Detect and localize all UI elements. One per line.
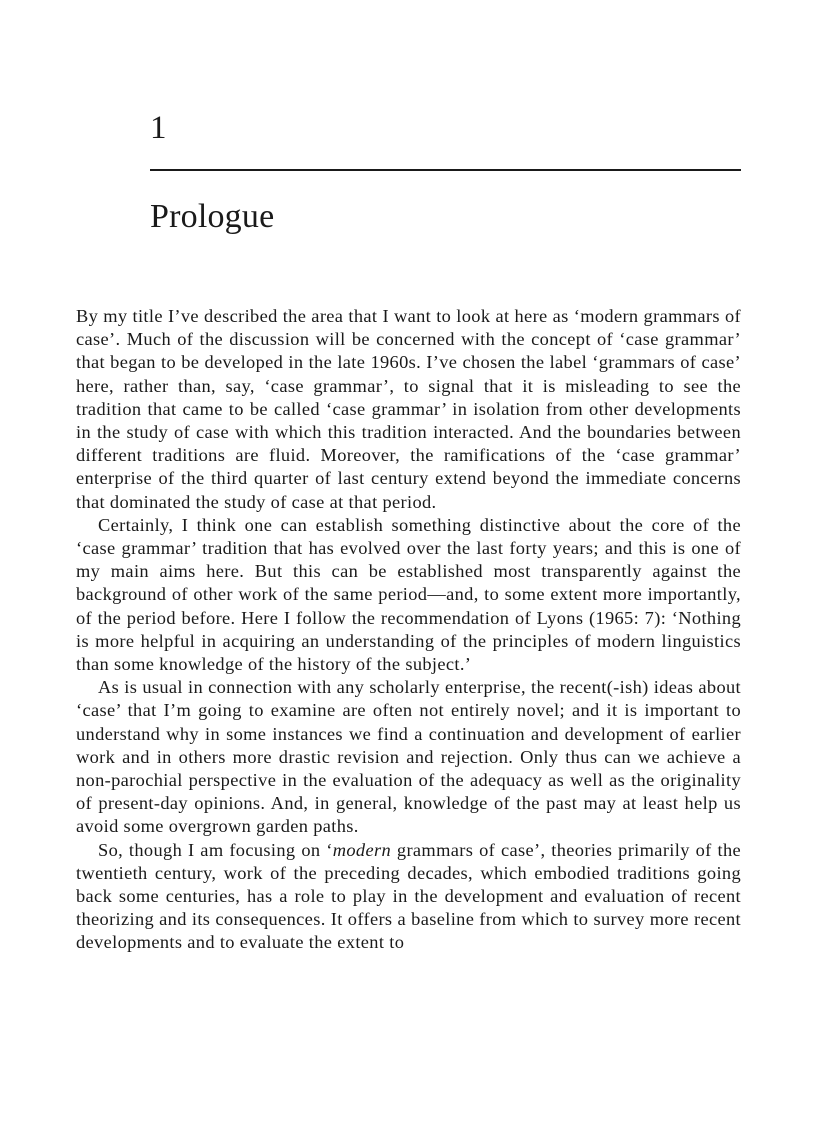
paragraph-1: By my title I’ve described the area that I want to look at here as ‘modern grammars of case’. Much of the discussion will be concerned with the concept of ‘case grammar’ that began to be developed in the late 1960s. I’ve chosen the label ‘grammars of case’ here, rather than, say, ‘case grammar’, to signal that it is misleading to see the tradition that came to be called ‘case grammar’ in isolation from other developments in the study of case with which this tradition interacted. And the boundaries between different traditions are fluid. Moreover, the ramifications of the ‘case grammar’ enterprise of the third quarter of last century extend beyond the immediate concerns that dominated the study of case at that period.: [76, 306, 741, 512]
paragraph-2: Certainly, I think one can establish something distinctive about the core of the ‘case grammar’ tradition that has evolved over the last forty years; and this is one of my main aims here. But this can be established most transparently against the background of other work of the same period—and, to some extent more importantly, of the period before. Here I follow the recommendation of Lyons (1965: 7): ‘Nothing is more helpful in acquiring an understanding of the principles of modern linguistics than some knowledge of the history of the subject.’: [76, 514, 741, 675]
chapter-title: Prologue: [150, 198, 275, 235]
paragraph-4-emphasis: modern: [332, 839, 392, 860]
paragraph-4-rest: grammars of case’, theories primarily of the twentieth century, work of the preceding decades, which embodied traditions going back some centuries, has a role to play in the development and evaluation of recent theorizing and its consequences. It offers a baseline from which to survey more recent developments and to evaluate the extent to: [76, 839, 742, 953]
paragraph-4-lead: So, though I am focusing on ‘: [98, 839, 333, 860]
paragraph-3: As is usual in connection with any scholarly enterprise, the recent(-ish) ideas about ‘case’ that I’m going to examine are often not entirely novel; and it is important to understand why in some instances we find a continuation and development of earlier work and in others more drastic revision and rejection. Only thus can we achieve a non-parochial perspective in the evaluation of the adequacy as well as the originality of present-day opinions. And, in general, knowledge of the past may at least help us avoid some overgrown garden paths.: [76, 677, 741, 837]
paragraph-4: [76, 839, 741, 955]
chapter-body: [76, 305, 741, 955]
chapter-number: 1: [150, 110, 167, 146]
chapter-divider: [150, 169, 741, 171]
